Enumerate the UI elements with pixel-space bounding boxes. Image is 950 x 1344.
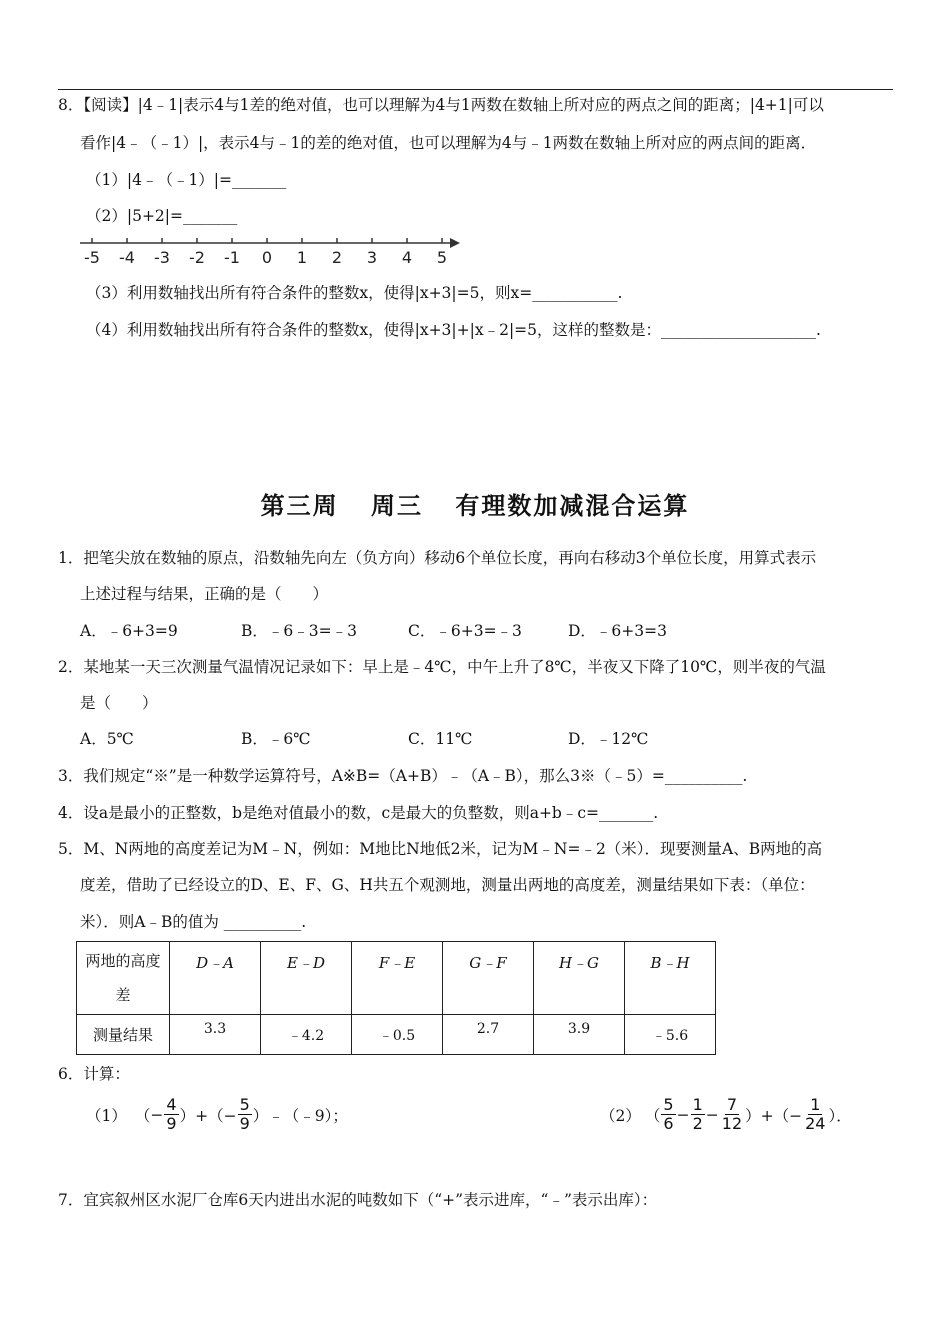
table-row-label-result: 测量结果 (77, 1015, 170, 1055)
q5-line1: 5．M、N两地的高度差记为M﹣N，例如：M地比N地低2米，记为M﹣N=﹣2（米）．现要测量A、B两地的高 (58, 840, 823, 858)
operator-text: ）﹣（﹣9）； (252, 1106, 348, 1125)
top-rule (58, 89, 893, 90)
q4-text: 4．设a是最小的正整数，b是绝对值最小的数，c是最大的负整数，则a+b﹣c=_______. (58, 804, 659, 822)
minus-sign: − (676, 1105, 690, 1124)
q1-line2: 上述过程与结果，正确的是（ ） (80, 585, 329, 603)
table-value-cell: 3.3 (170, 1015, 261, 1055)
number-line-label: -2 (189, 248, 205, 267)
q2-line2: 是（ ） (80, 694, 158, 712)
table-header-cell: H﹣G (534, 942, 625, 1015)
number-line-label: 1 (296, 248, 308, 267)
table-header-cell: G﹣F (443, 942, 534, 1015)
table-value-cell: 3.9 (534, 1015, 625, 1055)
q2-option-b: B．﹣6℃ (241, 730, 311, 748)
q8-line1: 8．【阅读】|4﹣1|表示4与1差的绝对值，也可以理解为4与1两数在数轴上所对应的两点之间的距离；|4+1|可以 (58, 96, 824, 114)
numerator: 5 (663, 1095, 674, 1114)
q2-line1: 2．某地某一天三次测量气温情况记录如下：早上是﹣4℃，中午上升了8℃，半夜又下降了10℃，则半夜的气温 (58, 658, 826, 676)
table-value-cell: ﹣4.2 (261, 1015, 352, 1055)
q1-option-a: A．﹣6+3=9 (80, 622, 178, 640)
q6-stem: 6．计算： (58, 1065, 130, 1083)
q8-part4: （4）利用数轴找出所有符合条件的整数x，使得|x+3|+|x﹣2|=5，这样的整数是：____________________. (86, 321, 821, 339)
table-value-cell: ﹣5.6 (625, 1015, 716, 1055)
q1-option-c: C．﹣6+3=﹣3 (408, 622, 522, 640)
number-line-label: -4 (119, 248, 135, 267)
number-line-label: 3 (366, 248, 378, 267)
denominator: 12 (721, 1114, 743, 1133)
table-value-row (77, 1015, 716, 1055)
number-line-label: 0 (261, 248, 273, 267)
q7-text: 7．宜宾叙州区水泥厂仓库6天内进出水泥的吨数如下（“+”表示进库，“﹣”表示出库）： (58, 1191, 658, 1209)
q1-line1: 1．把笔尖放在数轴的原点，沿数轴先向左（负方向）移动6个单位长度，再向右移动3个单位长度，用算式表示 (58, 549, 817, 567)
denominator: 9 (239, 1114, 250, 1133)
fraction (661, 1096, 675, 1133)
numerator: 1 (810, 1095, 821, 1114)
paren-open: （ (644, 1106, 661, 1125)
table-value-cell: ﹣0.5 (352, 1015, 443, 1055)
table-header-cell: E﹣D (261, 942, 352, 1015)
number-line-label: -5 (84, 248, 100, 267)
q3-text: 3．我们规定“※”是一种数学运算符号，A※B=（A+B）﹣（A﹣B），那么3※（﹣5）=__________. (58, 767, 748, 785)
height-difference-table (76, 941, 716, 1055)
fraction (691, 1096, 705, 1133)
q2-option-d: D．﹣12℃ (568, 730, 649, 748)
number-line-label: 4 (401, 248, 413, 267)
table-header-cell: D﹣A (170, 942, 261, 1015)
q6-part2-label: （2） (600, 1106, 641, 1125)
minus-sign: − (150, 1105, 164, 1124)
fraction (720, 1096, 744, 1133)
fraction (803, 1096, 827, 1133)
numerator: 5 (239, 1095, 250, 1114)
table-row-label-height-line2: 差 (115, 986, 131, 1004)
q8-line2: 看作|4﹣（﹣1）|，表示4与﹣1的差的绝对值，也可以理解为4与﹣1两数在数轴上所对应的两点间的距离． (80, 134, 817, 152)
q5-line2: 度差，借助了已经设立的D、E、F、G、H共五个观测地，测量出两地的高度差，测量结果如下表：（单位： (80, 876, 815, 894)
number-line-arrow (450, 238, 460, 248)
q6-part1 (86, 1096, 348, 1133)
table-value-cell: 2.7 (443, 1015, 534, 1055)
operator-text: ）+（− (745, 1106, 803, 1125)
q2-option-a: A．5℃ (80, 730, 134, 748)
fraction (164, 1096, 178, 1133)
denominator: 6 (663, 1114, 674, 1133)
table-row-label-height-line1: 两地的高度 (85, 952, 161, 970)
numerator: 7 (726, 1095, 738, 1114)
operator-text: ）+（− (179, 1106, 237, 1125)
table-header-row (77, 942, 716, 1015)
number-line (76, 232, 471, 268)
table-row-label-height (77, 942, 170, 1015)
q6-part2 (600, 1096, 852, 1133)
number-line-label: 2 (331, 248, 343, 267)
q8-part1: （1）|4﹣（﹣1）|=_______ (86, 171, 287, 189)
denominator: 24 (805, 1114, 826, 1133)
minus-sign: − (705, 1105, 719, 1124)
q1-option-d: D．﹣6+3=3 (568, 622, 667, 640)
fraction (238, 1096, 252, 1133)
q5-line3: 米）．则A﹣B的值为 __________. (80, 913, 307, 931)
operator-text: ）． (828, 1106, 852, 1125)
q6-part1-label: （1） (86, 1106, 127, 1125)
numerator: 1 (692, 1095, 703, 1114)
q8-part2: （2）|5+2|=_______ (86, 207, 238, 225)
denominator: 2 (692, 1114, 703, 1133)
number-line-label: -3 (154, 248, 170, 267)
section-title: 第三周 周三 有理数加减混合运算 (260, 492, 690, 520)
paren-open: （ (134, 1106, 151, 1125)
number-line-label: -1 (224, 248, 240, 267)
numerator: 4 (166, 1095, 177, 1114)
q1-option-b: B．﹣6﹣3=﹣3 (241, 622, 357, 640)
q2-option-c: C．11℃ (408, 730, 473, 748)
denominator: 9 (166, 1114, 177, 1133)
table-header-cell: B﹣H (625, 942, 716, 1015)
table-header-cell: F﹣E (352, 942, 443, 1015)
number-line-label: 5 (436, 248, 448, 267)
q8-part3: （3）利用数轴找出所有符合条件的整数x，使得|x+3|=5，则x=___________. (86, 284, 623, 302)
